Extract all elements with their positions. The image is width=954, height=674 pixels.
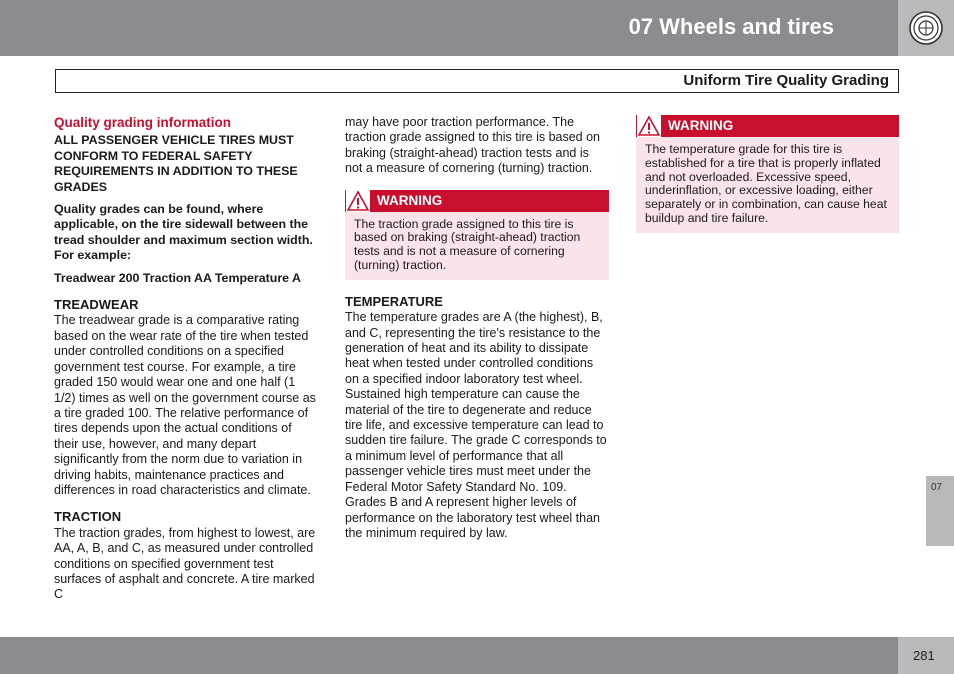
tire-icon bbox=[908, 10, 944, 46]
chapter-side-tab bbox=[926, 476, 954, 546]
temperature-text: The temperature grades are A (the highest), B, and C, representing the tire's resistance to the generation of heat and its ability to dissipate heat when tested under controlled conditions on a specified indoor laboratory test wheel. Sustained high temperature can cause the material of the tire to degenerate and reduce tire life, and excessive temperature can lead to sudden tire failure. The grade C corresponds to a minimum level of performance that all passenger vehicle tires must meet under the Federal Motor Safety Standard No. 109. Grades B and A represent higher levels of performance on the laboratory test wheel than the minimum required by law. bbox=[345, 310, 607, 540]
page-number: 281 bbox=[913, 648, 935, 663]
quality-grades-location: Quality grades can be found, where applicable, on the tire sidewall between the tread shoulder and maximum section width. For example: bbox=[54, 202, 313, 263]
warning-label: WARNING bbox=[377, 192, 443, 208]
page-number-box bbox=[898, 637, 954, 674]
column-2 bbox=[345, 115, 609, 541]
federal-requirements-notice: ALL PASSENGER VEHICLE TIRES MUST CONFORM TO FEDERAL SAFETY REQUIREMENTS IN ADDITION TO THESE GRADES bbox=[54, 133, 298, 194]
footer-bar bbox=[0, 637, 898, 674]
column-3 bbox=[636, 115, 899, 233]
treadwear-heading: TREADWEAR bbox=[54, 297, 139, 313]
warning-label: WARNING bbox=[668, 118, 734, 133]
warning-text: The traction grade assigned to this tire is based on braking (straight-ahead) traction tests and is not a measure of cornering (turning) traction. bbox=[354, 216, 581, 273]
section-header bbox=[55, 69, 899, 93]
warning-triangle-icon bbox=[637, 115, 661, 137]
warning-triangle-icon bbox=[346, 190, 370, 212]
temperature-heading: TEMPERATURE bbox=[345, 293, 443, 309]
chapter-icon-box bbox=[898, 0, 954, 56]
warning-header bbox=[345, 190, 609, 212]
column-1 bbox=[54, 115, 319, 603]
traction-text: The traction grades, from highest to lowest, are AA, A, B, and C, as measured under controlled conditions on specified government test surfaces of asphalt and concrete. A tire marked C bbox=[54, 525, 316, 602]
quality-grading-heading: Quality grading information bbox=[54, 115, 232, 130]
warning-text: The temperature grade for this tire is established for a tire that is properly inflated and not overloaded. Excessive speed, underinflation, or excessive loading, either separately or in combination, can cause heat buildup and tire failure. bbox=[645, 142, 887, 225]
section-title: Uniform Tire Quality Grading bbox=[683, 72, 889, 89]
traction-warning-box bbox=[345, 190, 609, 280]
chapter-title: 07 Wheels and tires bbox=[628, 14, 834, 39]
traction-heading: TRACTION bbox=[54, 509, 122, 525]
treadwear-text: The treadwear grade is a comparative rating based on the wear rate of the tire when tested under controlled conditions on a specified government test course. For example, a tire graded 150 would wear one and one half (1 1/2) times as well on the government course as a tire graded 100. The relative performance of tires depends upon the actual conditions of their use, however, and many depart significantly from the norm due to variation in driving habits, maintenance practices and differences in road characteristics and climate. bbox=[54, 313, 316, 497]
warning-header bbox=[636, 115, 899, 137]
header-bar bbox=[0, 0, 898, 56]
temperature-warning-box bbox=[636, 115, 899, 233]
traction-continued-text: may have poor traction performance. The traction grade assigned to this tire is based on braking (straight-ahead) traction tests and is not a measure of cornering (turning) traction. bbox=[345, 115, 601, 176]
grade-example: Treadwear 200 Traction AA Temperature A bbox=[54, 270, 301, 285]
side-tab-label: 07 bbox=[931, 482, 943, 493]
